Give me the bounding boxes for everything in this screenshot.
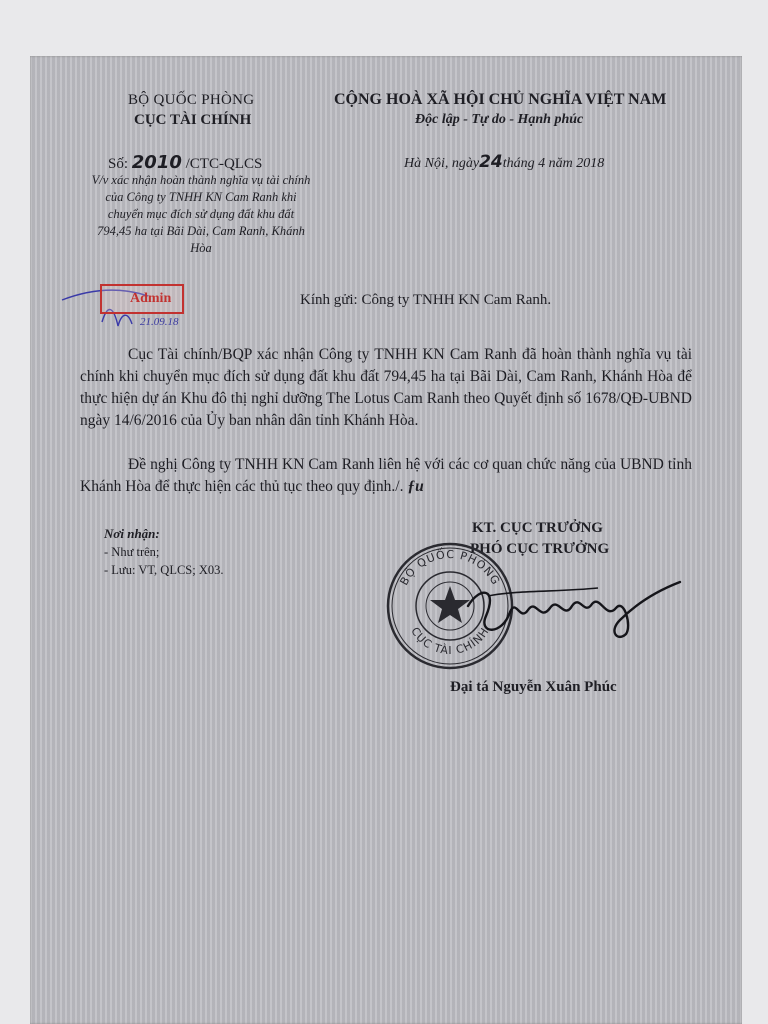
recipients-item: - Như trên; xyxy=(104,545,160,559)
document-number-value: 2010 xyxy=(131,152,182,173)
date-place: Hà Nội, ngày xyxy=(404,156,480,171)
signature-authority-line: KT. CỤC TRƯỞNG xyxy=(472,520,603,536)
handwritten-signature xyxy=(458,576,688,646)
document-subject: V/v xác nhận hoàn thành nghĩa vụ tài chính của Công ty TNHH KN Cam Ranh khi chuyển mục đích sử dụng đất khu đất 794,45 ha tại Bãi Dài, Cam Ranh, Khánh Hòa xyxy=(91,173,311,255)
org-line-ministry: BỘ QUỐC PHÒNG xyxy=(128,92,255,108)
document-number xyxy=(108,152,262,173)
recipients-item: - Lưu: VT, QLCS; X03. xyxy=(104,563,224,577)
document-number-code: /CTC-QLCS xyxy=(185,156,263,172)
svg-text:BỘ QUỐC PHÒNG: BỘ QUỐC PHÒNG xyxy=(397,547,503,588)
body-paragraph-2 xyxy=(80,454,692,498)
date-day: 24 xyxy=(479,152,503,172)
recipient-line: Kính gửi: Công ty TNHH KN Cam Ranh. xyxy=(300,292,552,308)
signature-title-line: PHÓ CỤC TRƯỞNG xyxy=(470,541,610,557)
received-stamp-date: 21.09.18 xyxy=(140,316,179,328)
recipients-title: Nơi nhận: xyxy=(104,526,160,541)
nation-motto: Độc lập - Tự do - Hạnh phúc xyxy=(415,112,584,127)
body-paragraph-1: Cục Tài chính/BQP xác nhận Công ty TNHH KN Cam Ranh đã hoàn thành nghĩa vụ tài chính khi chuyển mục đích sử dụng đất khu đất 794,45 ha tại Bãi Dài, Cam Ranh, Khánh Hòa để thực hiện dự án Khu đô thị nghỉ dưỡng The Lotus Cam Ranh theo Quyết định số 1678/QĐ-UBND ngày 14/6/2016 của Ủy ban nhân dân tỉnh Khánh Hòa. xyxy=(80,346,692,429)
received-stamp: Admin xyxy=(100,284,184,314)
nation-title: CỘNG HOÀ XÃ HỘI CHỦ NGHĨA VIỆT NAM xyxy=(334,91,667,108)
document-number-prefix: Số: xyxy=(108,156,129,172)
body-paragraph-2-text: Đề nghị Công ty TNHH KN Cam Ranh liên hệ với các cơ quan chức năng của UBND tỉnh Khánh Hòa để thực hiện các thủ tục theo quy định./. xyxy=(80,456,692,495)
org-line-department: CỤC TÀI CHÍNH xyxy=(134,112,252,128)
document-date xyxy=(404,152,604,172)
handwritten-initials: ƒu xyxy=(407,478,424,495)
signer-name: Đại tá Nguyễn Xuân Phúc xyxy=(450,679,617,695)
date-rest: tháng 4 năm 2018 xyxy=(502,156,605,171)
svg-text:CỤC TÀI CHÍNH: CỤC TÀI CHÍNH xyxy=(408,624,492,658)
